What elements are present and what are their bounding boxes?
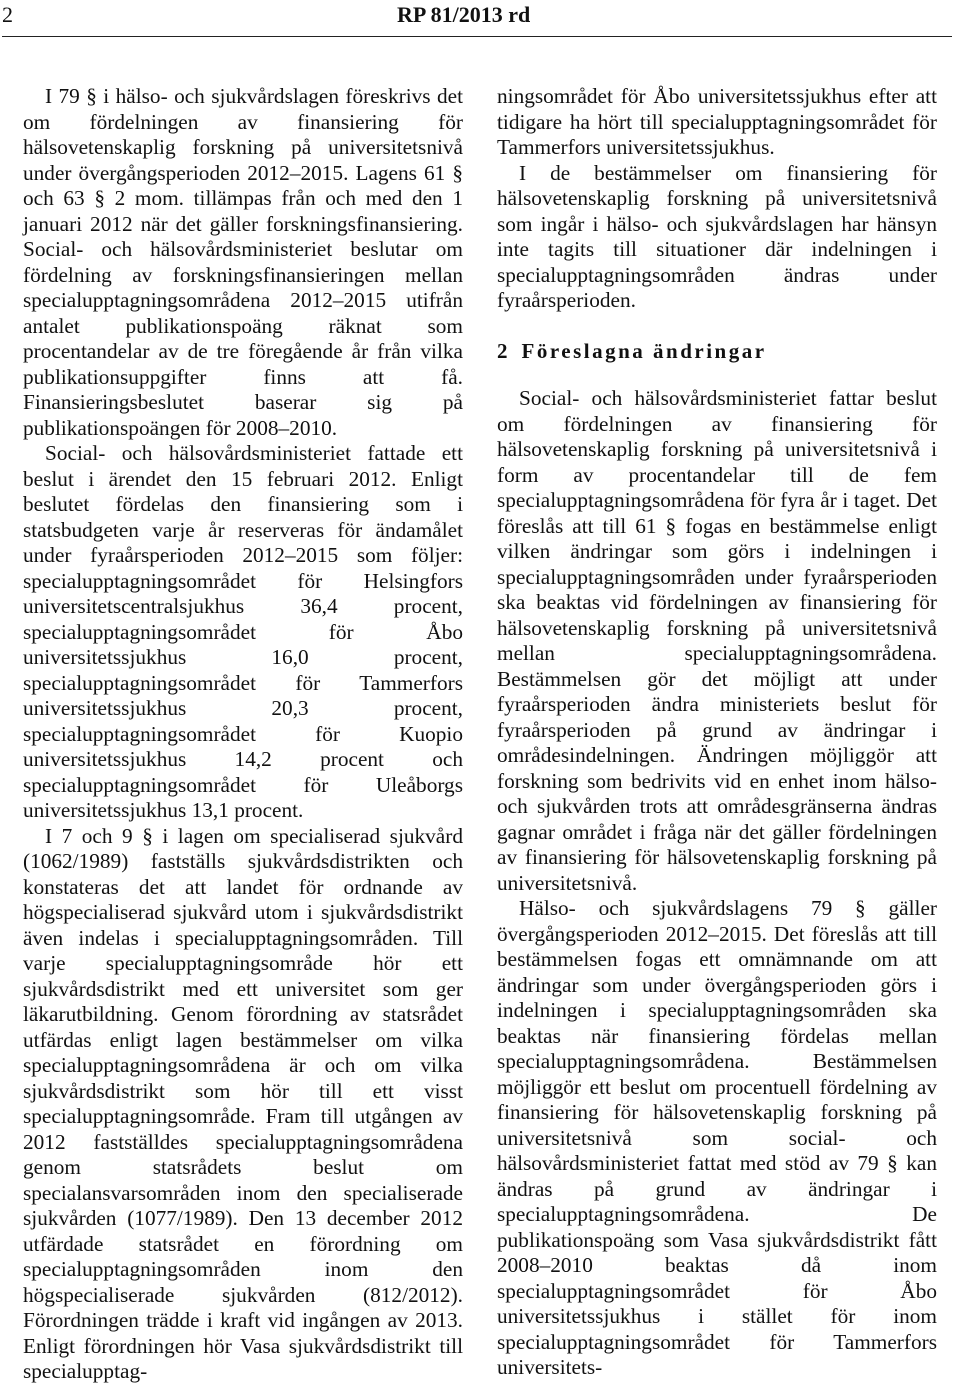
left-column — [23, 84, 463, 1385]
paragraph: I 7 och 9 § i lagen om specialiserad sjukvård (1062/1989) fastställs sjukvårdsdistrikten och konstateras det att landet för ordnande av högspecialiserad sjukvård utom i sjukvårdsdistrikt även indelas i specialupptagningsområden. Till varje specialupptagningsområde hör ett sjukvårdsdistrikt med ett universitet som ger läkarutbildning. Genom förordning av statsrådet utfärdas enligt lagen bestämmelser om vilka specialupptagningsområdena är och om vilka sjukvårdsdistrikt som hör till ett visst specialupptagningsområde. Fram till utgången av 2012 fastställdes specialupptagningsområdena genom statsrådets beslut om specialansvarsområden inom den specialiserade sjukvården (1077/1989). Den 13 december 2012 utfärdade statsrådet en förordning om specialupptagningsområden inom den högspecialiserade sjukvården (812/2012). Förordningen trädde i kraft vid ingången av 2013. Enligt förordningen hör Vasa sjukvårdsdistrikt till specialupptag- — [23, 823, 463, 1383]
document-reference: RP 81/2013 rd — [397, 2, 531, 27]
section-title: Föreslagna ändringar — [521, 338, 767, 363]
paragraph: I de bestämmelser om finansiering för hälsovetenskaplig forskning på universitetsnivå som ingår i hälso- och sjukvårdslagen har hänsyn inte tagits till situationer där indelningen i specialupptagningsområden ändras under fyraårsperioden. — [497, 160, 937, 312]
section-number: 2 — [497, 338, 508, 363]
page-header — [0, 0, 960, 40]
right-column — [497, 84, 937, 1381]
paragraph: Social- och hälsovårdsministeriet fattar beslut om fördelningen av finansiering för hälsovetenskaplig forskning på universitetsnivå i form av procentandelar till de fem specialupptagningsområdena för fyra år i taget. Det föreslås att till 61 § fogas en bestämmelse enligt vilken ändringar som görs i indelningen i specialupptagningsområden under fyraårsperioden ska beaktas vid fördelningen av finansiering för hälsovetenskaplig forskning på universitetsnivå mellan specialupptagningsområdena. Bestämmelsen gör det möjligt att under fyraårsperioden ändra ministeriets beslut för fyraårsperioden på grund av ändringar i områdesindelningen. Ändringen möjliggör att forskning som bedrivits vid en enhet inom hälso- och sjukvården trots att områdesgränserna ändras gagnar området i fråga när det gäller fördelningen av finansiering för hälsovetenskaplig forskning på universitetsnivå. — [497, 386, 937, 895]
paragraph-continuation: ningsområdet för Åbo universitetssjukhus efter att tidigare ha hört till specialupptagningsområdet för Tammerfors universitetssjukhus. — [497, 84, 937, 159]
paragraph: Social- och hälsovårdsministeriet fattade ett beslut i ärendet den 15 februari 2012. Enligt beslutet fördelas den finansiering som i statsbudgeten varje år reserveras för ändamålet under fyraårsperioden 2012–2015 som följer: specialupptagningsområdet för Helsingfors universitetscentralsjukhus 36,4 procent, specialupptagningsområdet för Åbo universitetssjukhus 16,0 procent, specialupptagningsområdet för Tammerfors universitetssjukhus 20,3 procent, specialupptagningsområdet för Kuopio universitetssjukhus 14,2 procent och specialupptagningsområdet för Uleåborgs universitetssjukhus 13,1 procent. — [23, 441, 463, 822]
header-rule — [2, 36, 952, 37]
page-number: 2 — [2, 2, 13, 27]
section-heading — [497, 339, 937, 365]
paragraph: Hälso- och sjukvårdslagens 79 § gäller övergångsperioden 2012–2015. Det föreslås att till bestämmelsen fogas ett omnämnande om att ändringar som under övergångsperioden görs i indelningen i specialupptagningsområden ska beaktas när finansiering fördelas mellan specialupptagningsområdena. Bestämmelsen möjliggör ett beslut om procentuell fördelning av finansiering för hälsovetenskaplig forskning på universitetsnivå som social- och hälsovårdsministeriet fattat med stöd av 79 § kan ändras på grund av ändringar i specialupptagningsområdena. De publikationspoäng som Vasa sjukvårdsdistrikt fått 2008–2010 beaktas då inom specialupptagningsområdet för Åbo universitetssjukhus i stället för inom specialupptagningsområdet för Tammerfors universitets- — [497, 896, 937, 1379]
paragraph: I 79 § i hälso- och sjukvårdslagen föreskrivs det om fördelningen av finansiering för hälsovetenskaplig forskning på universitetsnivå under övergångsperioden 2012–2015. Lagens 61 § och 63 § 2 mom. tillämpas från och med den 1 januari 2012 när det gäller forskningsfinansiering. Social- och hälsovårdsministeriet beslutar om fördelning av forskningsfinansieringen mellan specialupptagningsområdena 2012–2015 utifrån antalet publikationspoäng räknat som procentandelar av de tre föregående år från vilka publikationsuppgifter finns att få. Finansieringsbeslutet baserar sig på publikationspoängen för 2008–2010. — [23, 84, 463, 440]
